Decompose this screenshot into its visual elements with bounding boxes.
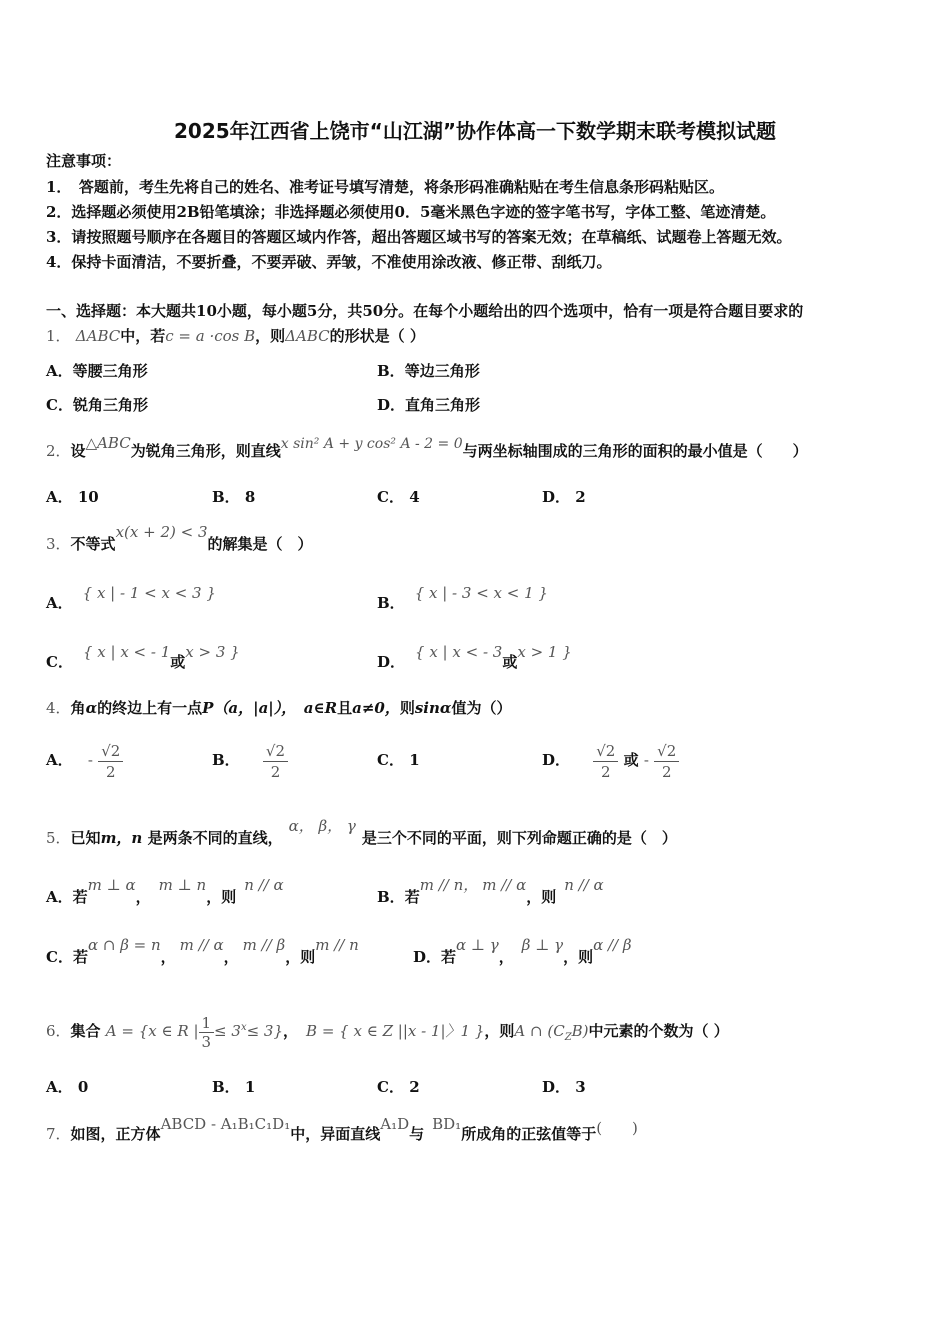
option-c[interactable]: C． 1 bbox=[377, 751, 420, 769]
option-d[interactable]: D．若α ⊥ γ，β ⊥ γ，则α // β bbox=[413, 936, 632, 966]
option-a[interactable]: A．若m ⊥ α，m ⊥ n，则n // α bbox=[46, 876, 284, 906]
option-a[interactable]: A． - $\frac{√2}{2}$ bbox=[46, 735, 123, 785]
question-text: 的解集是（ ） bbox=[207, 535, 313, 553]
math-inequality: x(x + 2) < 3 bbox=[115, 523, 208, 541]
math-triangle: ΔABC bbox=[285, 327, 330, 345]
question-text: 与两坐标轴围成的三角形的面积的最小值是（ ） bbox=[462, 442, 808, 460]
notice-item: 1． 答题前，考生先将自己的姓名、准考证号填写清楚，将条形码准确粘贴在考生信息条形码粘贴区。 bbox=[46, 178, 724, 196]
option-c[interactable]: C．锐角三角形 bbox=[46, 396, 148, 414]
option-c[interactable]: C． 2 bbox=[377, 1078, 420, 1096]
section-heading: 一、选择题：本大题共10小题，每小题5分，共50分。在每个小题给出的四个选项中，恰有一项是符合题目要求的 bbox=[46, 302, 804, 320]
math-condition: c = a ·cos B bbox=[165, 327, 256, 345]
option-c[interactable]: C．若α ∩ β = n，m // α，m // β，则m // n bbox=[46, 936, 359, 966]
question-text: ，则 bbox=[255, 327, 286, 345]
option-b[interactable]: B． 1 bbox=[212, 1078, 256, 1096]
option-c[interactable]: C．{ x | x < - 1或x > 3 } bbox=[46, 643, 240, 671]
option-a[interactable]: A． 0 bbox=[46, 1078, 89, 1096]
option-d[interactable]: D． $\frac{√2}{2}$ 或 - $\frac{√2}{2}$ bbox=[542, 735, 679, 785]
option-d[interactable]: D． 2 bbox=[542, 488, 586, 506]
question-4: 4．角α的终边上有一点P（a，|a|）， a∈R且a≠0，则sinα值为（） bbox=[46, 699, 512, 717]
question-2 bbox=[46, 434, 808, 461]
math-triangle: ΔABC bbox=[75, 327, 121, 345]
page-title: 2025年江西省上饶市“山江湖”协作体高一下数学期末联考模拟试题 bbox=[174, 119, 776, 143]
notice-item: 3．请按照题号顺序在各题目的答题区域内作答，超出答题区域书写的答案无效；在草稿纸、试题卷上答题无效。 bbox=[46, 228, 792, 246]
question-3 bbox=[46, 523, 313, 553]
question-5: 5．已知m，n 是两条不同的直线，α， β， γ是三个不同的平面，则下列命题正确的是（ ） bbox=[46, 817, 677, 847]
option-b[interactable]: B．若m // n， m // α，则n // α bbox=[377, 876, 604, 906]
notice-item: 2．选择题必须使用2B铅笔填涂；非选择题必须使用0．5毫米黑色字迹的签字笔书写，字体工整、笔迹清楚。 bbox=[46, 203, 776, 221]
option-b[interactable]: B． $\frac{√2}{2}$ bbox=[212, 735, 288, 785]
question-1 bbox=[46, 327, 425, 345]
question-number: 5． bbox=[46, 829, 71, 847]
option-a[interactable]: A．{ x | - 1 < x < 3 } bbox=[46, 584, 216, 612]
option-a[interactable]: A．等腰三角形 bbox=[46, 362, 148, 380]
notice-item: 4．保持卡面清洁，不要折叠，不要弄破、弄皱，不准使用涂改液、修正带、刮纸刀。 bbox=[46, 253, 612, 271]
math-line-equation: x sin² A + y cos² A - 2 = 0 bbox=[280, 436, 463, 452]
question-number: 6． bbox=[46, 1022, 71, 1040]
question-6: 6．集合 A = {x ∈ R | $\frac{1}{3}$ ≤ $3^x\le 3$}， B = { x ∈ Z ||x - 1|〉1 }，则A ∩ $(C_ZB)$中元素的个数为（ ） bbox=[46, 1013, 729, 1051]
option-d[interactable]: D．{ x | x < - 3或x > 1 } bbox=[377, 643, 572, 671]
question-text: 的形状是（ ） bbox=[329, 327, 425, 345]
option-d[interactable]: D．直角三角形 bbox=[377, 396, 481, 414]
option-b[interactable]: B．等边三角形 bbox=[377, 362, 480, 380]
question-text: 设 bbox=[70, 442, 86, 460]
option-c[interactable]: C． 4 bbox=[377, 488, 420, 506]
question-text: 中，若 bbox=[120, 327, 166, 345]
question-text: 不等式 bbox=[70, 535, 116, 553]
question-number: 2． bbox=[46, 442, 71, 460]
question-number: 3． bbox=[46, 535, 71, 553]
option-b[interactable]: B． 8 bbox=[212, 488, 256, 506]
question-text: 为锐角三角形，则直线 bbox=[130, 442, 281, 460]
option-a[interactable]: A． 10 bbox=[46, 488, 99, 506]
option-b[interactable]: B．{ x | - 3 < x < 1 } bbox=[377, 584, 548, 612]
math-triangle: △ABC bbox=[85, 434, 131, 452]
option-d[interactable]: D． 3 bbox=[542, 1078, 586, 1096]
question-number: 4． bbox=[46, 699, 71, 717]
notice-heading: 注意事项： bbox=[46, 152, 122, 170]
question-7: 7．如图，正方体ABCD - A₁B₁C₁D₁中，异面直线A₁D与BD₁所成角的正弦值等于( ) bbox=[46, 1115, 638, 1143]
question-number: 7． bbox=[46, 1125, 71, 1143]
question-number: 1． bbox=[46, 327, 71, 345]
